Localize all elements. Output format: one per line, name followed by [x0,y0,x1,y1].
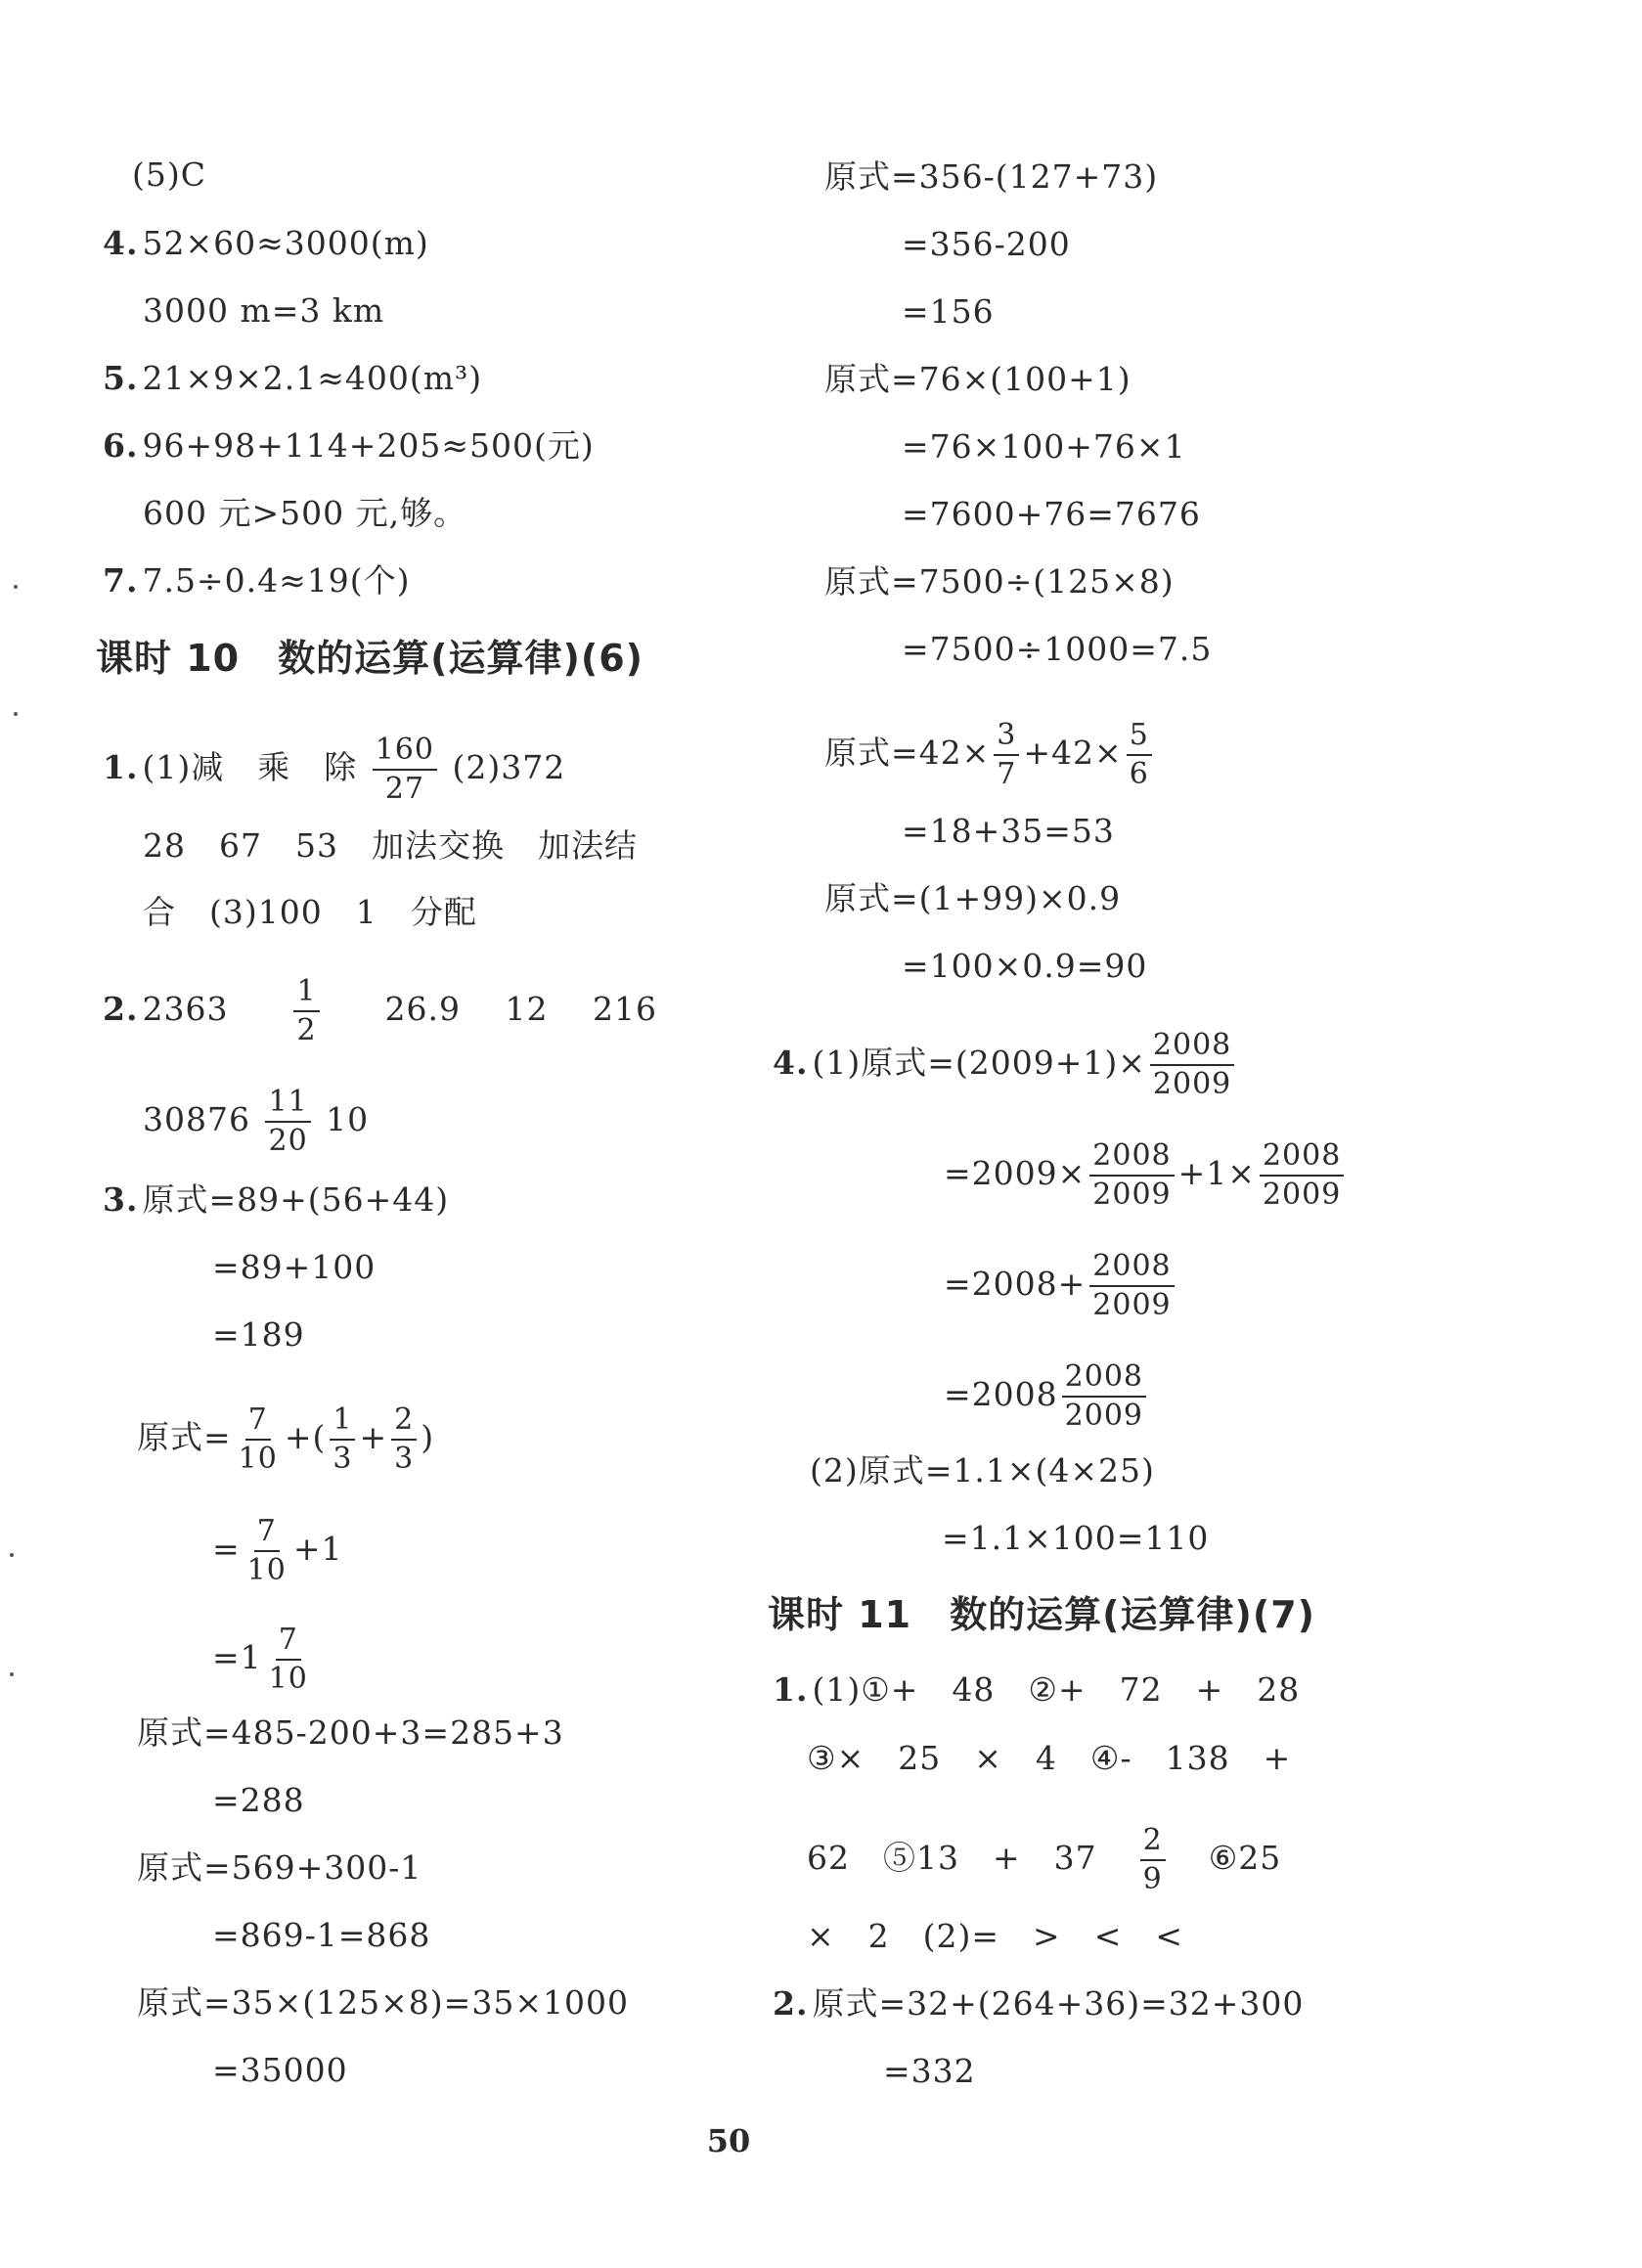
answer-line: 原式=569+300-1 [137,1848,422,1887]
answer-line: (2)原式=1.1×(4×25) [810,1451,1155,1490]
answer-line: 600 元>500 元,够。 [143,494,467,532]
answer-line: (5)C [132,156,206,194]
answer-line: 5. 21×9×2.1≈400(m³) [103,359,483,397]
fraction: $\frac{2008}{2009}$ [1089,1139,1174,1212]
answer-line: 4. 52×60≈3000(m) [103,224,429,262]
answer-line: =1 $\frac{7}{10}$ [212,1623,315,1696]
answer-line: 6. 96+98+114+205≈500(元) [103,426,595,465]
fraction: $\frac{2008}{2009}$ [1150,1029,1234,1101]
fraction: $\frac{2008}{2009}$ [1089,1250,1174,1322]
answer-line: 3. 原式=89+(56+44) [103,1180,450,1219]
question-number: 5. [103,359,139,397]
answer-line: =356-200 [902,225,1071,263]
fraction: $\frac{5}{6}$ [1127,719,1152,791]
answer-line: =89+100 [212,1248,377,1286]
answer-line: =189 [212,1315,305,1354]
question-number: 2. [773,1984,809,2023]
answer-line: =1.1×100=110 [942,1519,1210,1557]
scan-speck [10,1553,14,1557]
fraction: $\frac{11}{20}$ [265,1086,310,1158]
question-number: 6. [103,426,139,465]
answer-line: 3000 m=3 km [143,291,385,330]
answer-line: =2009× $\frac{2008}{2009}$ +1× $\frac{2008}{2009}$ [944,1139,1348,1212]
answer-line: =156 [902,292,995,331]
question-number: 3. [103,1180,139,1219]
fraction: $\frac{3}{7}$ [994,719,1019,791]
answer-line: =332 [883,2052,976,2090]
answer-line: ③× 25 × 4 ④- 138 + [807,1739,1292,1777]
scan-speck [14,712,18,716]
question-number: 1. [103,748,139,786]
fraction: $\frac{7}{10}$ [268,1623,308,1696]
scan-speck [14,585,18,589]
answer-line: =2008 $\frac{2008}{2009}$ [944,1360,1150,1433]
section-heading-11: 课时 11 数的运算(运算律)(7) [768,1593,1316,1636]
answer-line: 合 (3)100 1 分配 [143,893,477,931]
fraction: $\frac{160}{27}$ [373,734,437,806]
answer-line: =869-1=868 [212,1916,431,1954]
scan-speck [10,1672,14,1676]
answer-line: =35000 [212,2051,348,2089]
answer-line: 28 67 53 加法交换 加法结 [143,826,638,865]
fraction: $\frac{2008}{2009}$ [1062,1360,1146,1433]
answer-line: =2008+ $\frac{2008}{2009}$ [944,1250,1178,1322]
answer-line: 62 ⑤13 + 37 $\frac{2}{9}$ ⑥25 [807,1823,1282,1896]
answer-line: × 2 (2)= > < < [807,1917,1183,1955]
fraction: $\frac{1}{3}$ [330,1403,355,1476]
answer-line: 原式=7500÷(125×8) [824,562,1175,600]
answer-line: 1. (1)①+ 48 ②+ 72 + 28 [773,1670,1301,1709]
section-heading-10: 课时 10 数的运算(运算律)(6) [96,637,644,680]
answer-line: 原式=356-(127+73) [824,157,1159,196]
question-number: 4. [103,224,139,262]
answer-line: 7. 7.5÷0.4≈19(个) [103,561,411,600]
answer-line: 1. (1)减 乘 除 $\frac{160}{27}$ (2)372 [103,733,566,806]
fraction: $\frac{7}{10}$ [238,1402,278,1476]
answer-line: =18+35=53 [902,812,1115,850]
question-number: 2. [103,990,139,1028]
answer-line: 原式= $\frac{7}{10}$ +( $\frac{1}{3}$ + $\frac{2}{3}$ ) [137,1402,435,1476]
question-number: 4. [773,1044,809,1082]
answer-line: 原式=485-200+3=285+3 [137,1713,564,1752]
answer-line: =100×0.9=90 [902,947,1148,985]
answer-line: 2. 2363 $\frac{1}{2}$ 26.9 12 216 [103,974,657,1047]
question-number: 7. [103,561,139,600]
fraction: $\frac{2008}{2009}$ [1260,1139,1344,1212]
answer-line: = $\frac{7}{10}$ +1 [212,1514,343,1587]
fraction: $\frac{7}{10}$ [246,1514,287,1587]
answer-line: =288 [212,1781,305,1819]
answer-line: 原式=(1+99)×0.9 [824,879,1122,917]
answer-line: 原式=76×(100+1) [824,360,1132,398]
answer-line: 原式=42× $\frac{3}{7}$ +42× $\frac{5}{6}$ [824,719,1156,791]
answer-line: 4. (1)原式=(2009+1)× $\frac{2008}{2009}$ [773,1029,1238,1101]
fraction: $\frac{2}{3}$ [391,1403,417,1476]
fraction: $\frac{2}{9}$ [1140,1824,1166,1896]
answer-line: =7600+76=7676 [902,495,1201,533]
answer-line: 30876 $\frac{11}{20}$ 10 [143,1085,370,1158]
page-number: 50 [706,2122,751,2159]
fraction: $\frac{1}{2}$ [293,975,319,1047]
answer-line: =7500÷1000=7.5 [902,630,1213,668]
question-number: 1. [773,1670,809,1709]
answer-line: =76×100+76×1 [902,427,1186,466]
answer-line: 2. 原式=32+(264+36)=32+300 [773,1984,1305,2023]
answer-line: 原式=35×(125×8)=35×1000 [137,1983,629,2022]
